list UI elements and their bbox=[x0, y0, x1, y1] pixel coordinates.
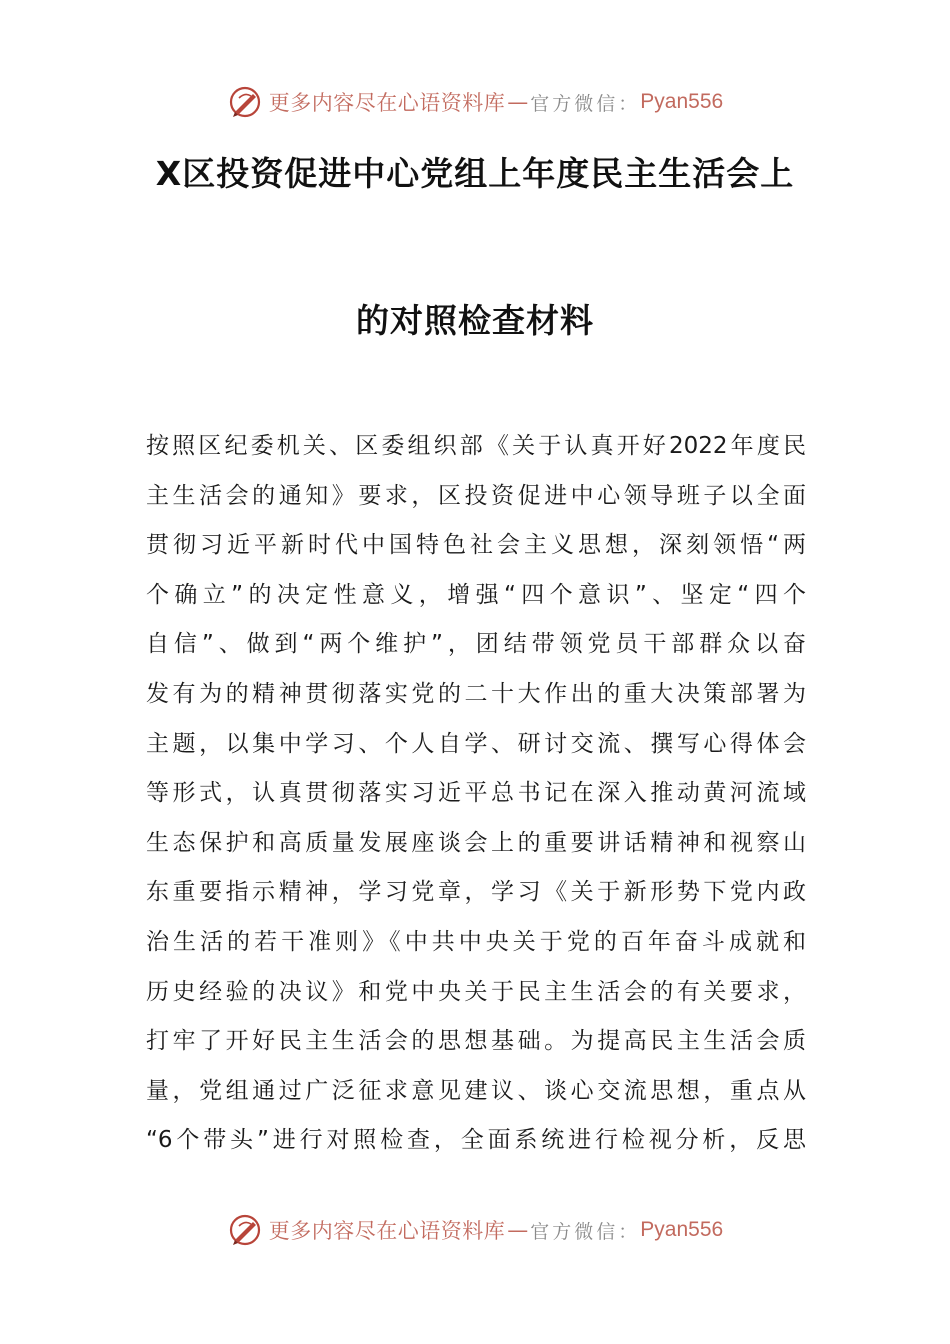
watermark-wechat-id: Pyan556 bbox=[640, 1218, 724, 1241]
body-line: 打牢了开好民主生活会的思想基础。为提高民主生活会质 bbox=[146, 1028, 806, 1055]
body-line: 个确立”的决定性意义，增强“四个意识”、坚定“四个 bbox=[146, 581, 806, 608]
document-body-paragraph bbox=[146, 422, 806, 1166]
watermark-dash: — bbox=[507, 90, 529, 114]
watermark-official-text: 官方微信： bbox=[530, 1220, 641, 1243]
watermark-site-text: 更多内容尽在心语资料库 bbox=[268, 1219, 506, 1243]
body-line: 历史经验的决议》和党中央关于民主生活会的有关要求， bbox=[146, 978, 806, 1005]
body-line: 按照区纪委机关、区委组织部《关于认真开好2022年度民 bbox=[146, 433, 806, 459]
body-line: 主题，以集中学习、个人自学、研讨交流、撰写心得体会 bbox=[146, 730, 806, 757]
header-watermark-banner bbox=[0, 80, 950, 124]
body-line: “6个带头”进行对照检查，全面系统进行检视分析，反思 bbox=[146, 1127, 806, 1154]
document-title-line-2: 的对照检查材料 bbox=[356, 301, 594, 340]
footer-watermark-banner bbox=[0, 1208, 950, 1252]
body-line: 发有为的精神贯彻落实党的二十大作出的重大决策部署为 bbox=[146, 680, 806, 707]
body-line: 东重要指示精神，学习党章，学习《关于新形势下党内政 bbox=[146, 879, 806, 906]
watermark-official-text: 官方微信： bbox=[530, 92, 641, 115]
body-line: 贯彻习近平新时代中国特色社会主义思想，深刻领悟“两 bbox=[146, 532, 806, 559]
watermark-dash: — bbox=[507, 1218, 529, 1242]
body-line: 治生活的若干准则》《中共中央关于党的百年奋斗成就和 bbox=[146, 928, 806, 955]
pen-circle-logo-icon bbox=[227, 1212, 263, 1248]
body-line: 生态保护和高质量发展座谈会上的重要讲话精神和视察山 bbox=[146, 829, 806, 856]
watermark-wechat-id: Pyan556 bbox=[640, 90, 724, 113]
body-line: 等形式，认真贯彻落实习近平总书记在深入推动黄河流域 bbox=[146, 780, 806, 807]
body-line: 主生活会的通知》要求，区投资促进中心领导班子以全面 bbox=[146, 482, 806, 509]
document-title-line-1: X区投资促进中心党组上年度民主生活会上 bbox=[155, 154, 795, 193]
watermark-site-text: 更多内容尽在心语资料库 bbox=[268, 91, 506, 115]
pen-circle-logo-icon bbox=[227, 84, 263, 120]
body-line: 量，党组通过广泛征求意见建议、谈心交流思想，重点从 bbox=[146, 1077, 806, 1104]
body-line: 自信”、做到“两个维护”，团结带领党员干部群众以奋 bbox=[146, 631, 806, 658]
